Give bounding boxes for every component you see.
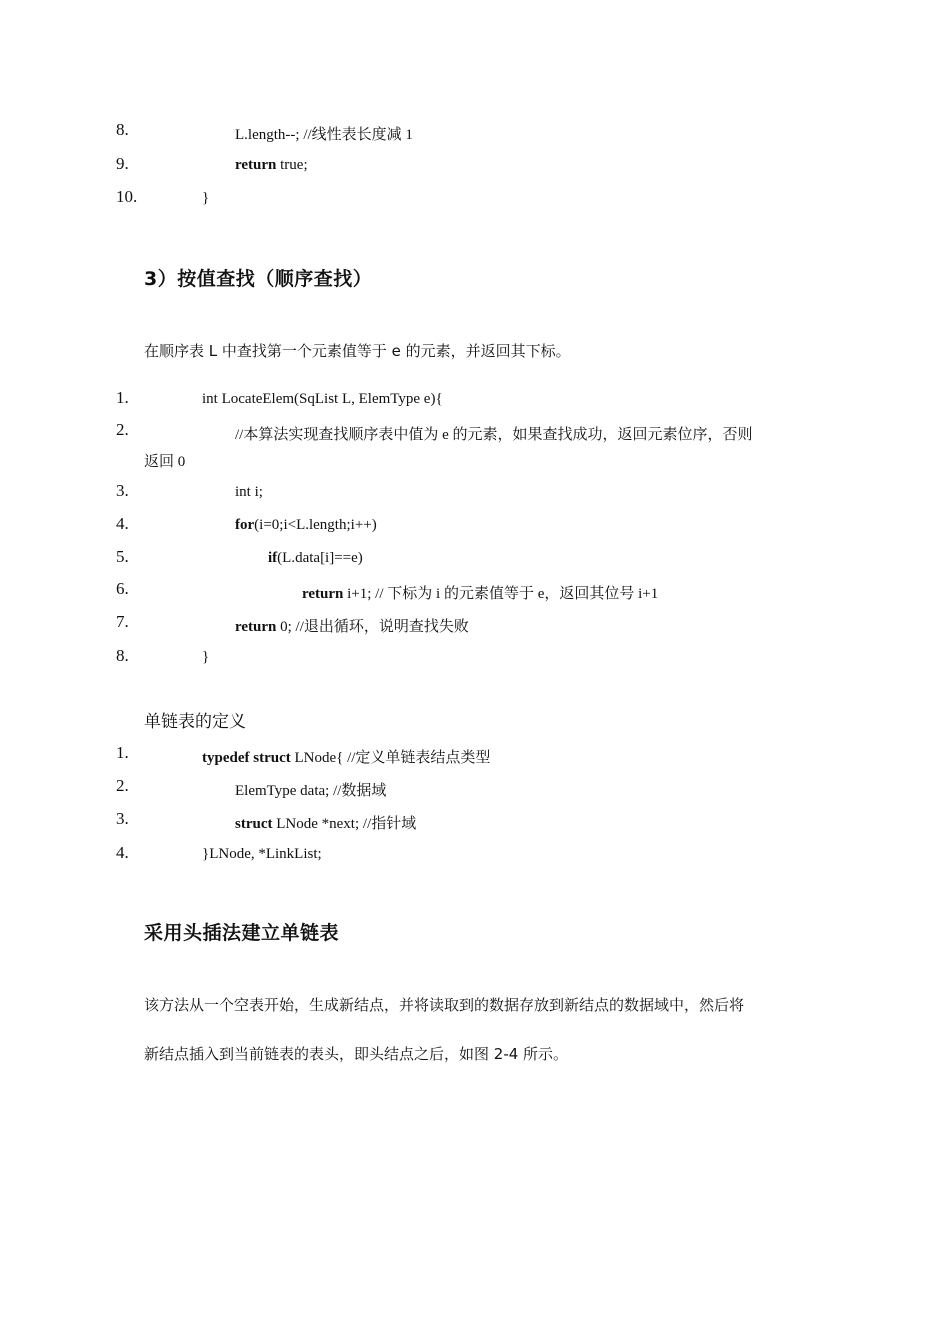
code-keyword: return	[302, 586, 344, 602]
line-number: 3.	[116, 481, 129, 500]
code-text: LNode *next; //指针域	[272, 816, 417, 832]
code-line	[235, 157, 308, 174]
code-keyword: return	[235, 157, 277, 173]
line-number: 6.	[116, 579, 129, 598]
code-text: LNode{ //定义单链表结点类型	[290, 750, 491, 766]
code-line	[235, 615, 469, 636]
section-heading: 采用头插法建立单链表	[144, 922, 340, 944]
line-number: 4.	[116, 843, 129, 862]
code-text: //本算法实现查找顺序表中值为 e 的元素，如果查找成功，返回元素位序，否则	[235, 427, 753, 443]
paragraph-line: 该方法从一个空表开始，生成新结点，并将读取到的数据存放到新结点的数据域中，然后将	[144, 996, 745, 1014]
code-line	[235, 123, 413, 144]
code-line	[235, 779, 386, 800]
section-heading: 3）按值查找（顺序查找）	[144, 268, 373, 290]
code-line	[235, 484, 263, 501]
paragraph-line: 新结点插入到当前链表的表头，即头结点之后，如图 2-4 所示。	[144, 1045, 569, 1063]
code-keyword: return	[235, 619, 277, 635]
line-number: 9.	[116, 154, 129, 173]
code-line	[202, 649, 209, 666]
code-line-wrap	[144, 450, 185, 471]
code-text: }	[202, 190, 210, 206]
code-text: ElemType data; //数据域	[235, 783, 387, 799]
code-text: 返回 0	[144, 454, 186, 470]
line-number: 4.	[116, 514, 129, 533]
line-number: 1.	[116, 743, 129, 762]
code-line	[202, 846, 322, 863]
line-number: 8.	[116, 120, 129, 139]
code-line	[235, 812, 416, 833]
code-line	[235, 423, 753, 444]
section-description: 在顺序表 L 中查找第一个元素值等于 e 的元素，并返回其下标。	[144, 342, 571, 360]
line-number: 2.	[116, 776, 129, 795]
code-text: i+1; // 下标为 i 的元素值等于 e，返回其位号 i+1	[343, 586, 659, 602]
code-keyword: typedef struct	[202, 750, 291, 766]
code-text: (i=0;i<L.length;i++)	[254, 517, 377, 533]
code-line	[202, 190, 209, 207]
code-text: }	[202, 649, 210, 665]
code-text: int i;	[235, 484, 263, 500]
line-number: 7.	[116, 612, 129, 631]
code-keyword: struct	[235, 816, 273, 832]
code-text: (L.data[i]==e)	[277, 550, 363, 566]
code-text: L.length--; //线性表长度减 1	[235, 127, 413, 143]
code-text: int LocateElem(SqList L, ElemType e){	[202, 391, 443, 407]
line-number: 8.	[116, 646, 129, 665]
subsection-title: 单链表的定义	[144, 712, 246, 731]
code-keyword: if	[268, 550, 278, 566]
code-text: 0; //退出循环，说明查找失败	[276, 619, 469, 635]
code-line	[302, 582, 658, 603]
code-text: true;	[276, 157, 308, 173]
code-keyword: for	[235, 517, 255, 533]
code-text: }LNode, *LinkList;	[202, 846, 322, 862]
line-number: 2.	[116, 420, 129, 439]
code-line	[202, 746, 490, 767]
line-number: 5.	[116, 547, 129, 566]
line-number: 3.	[116, 809, 129, 828]
code-line	[268, 550, 363, 567]
line-number: 10.	[116, 187, 138, 206]
code-line	[202, 391, 443, 408]
code-line	[235, 517, 377, 534]
line-number: 1.	[116, 388, 129, 407]
